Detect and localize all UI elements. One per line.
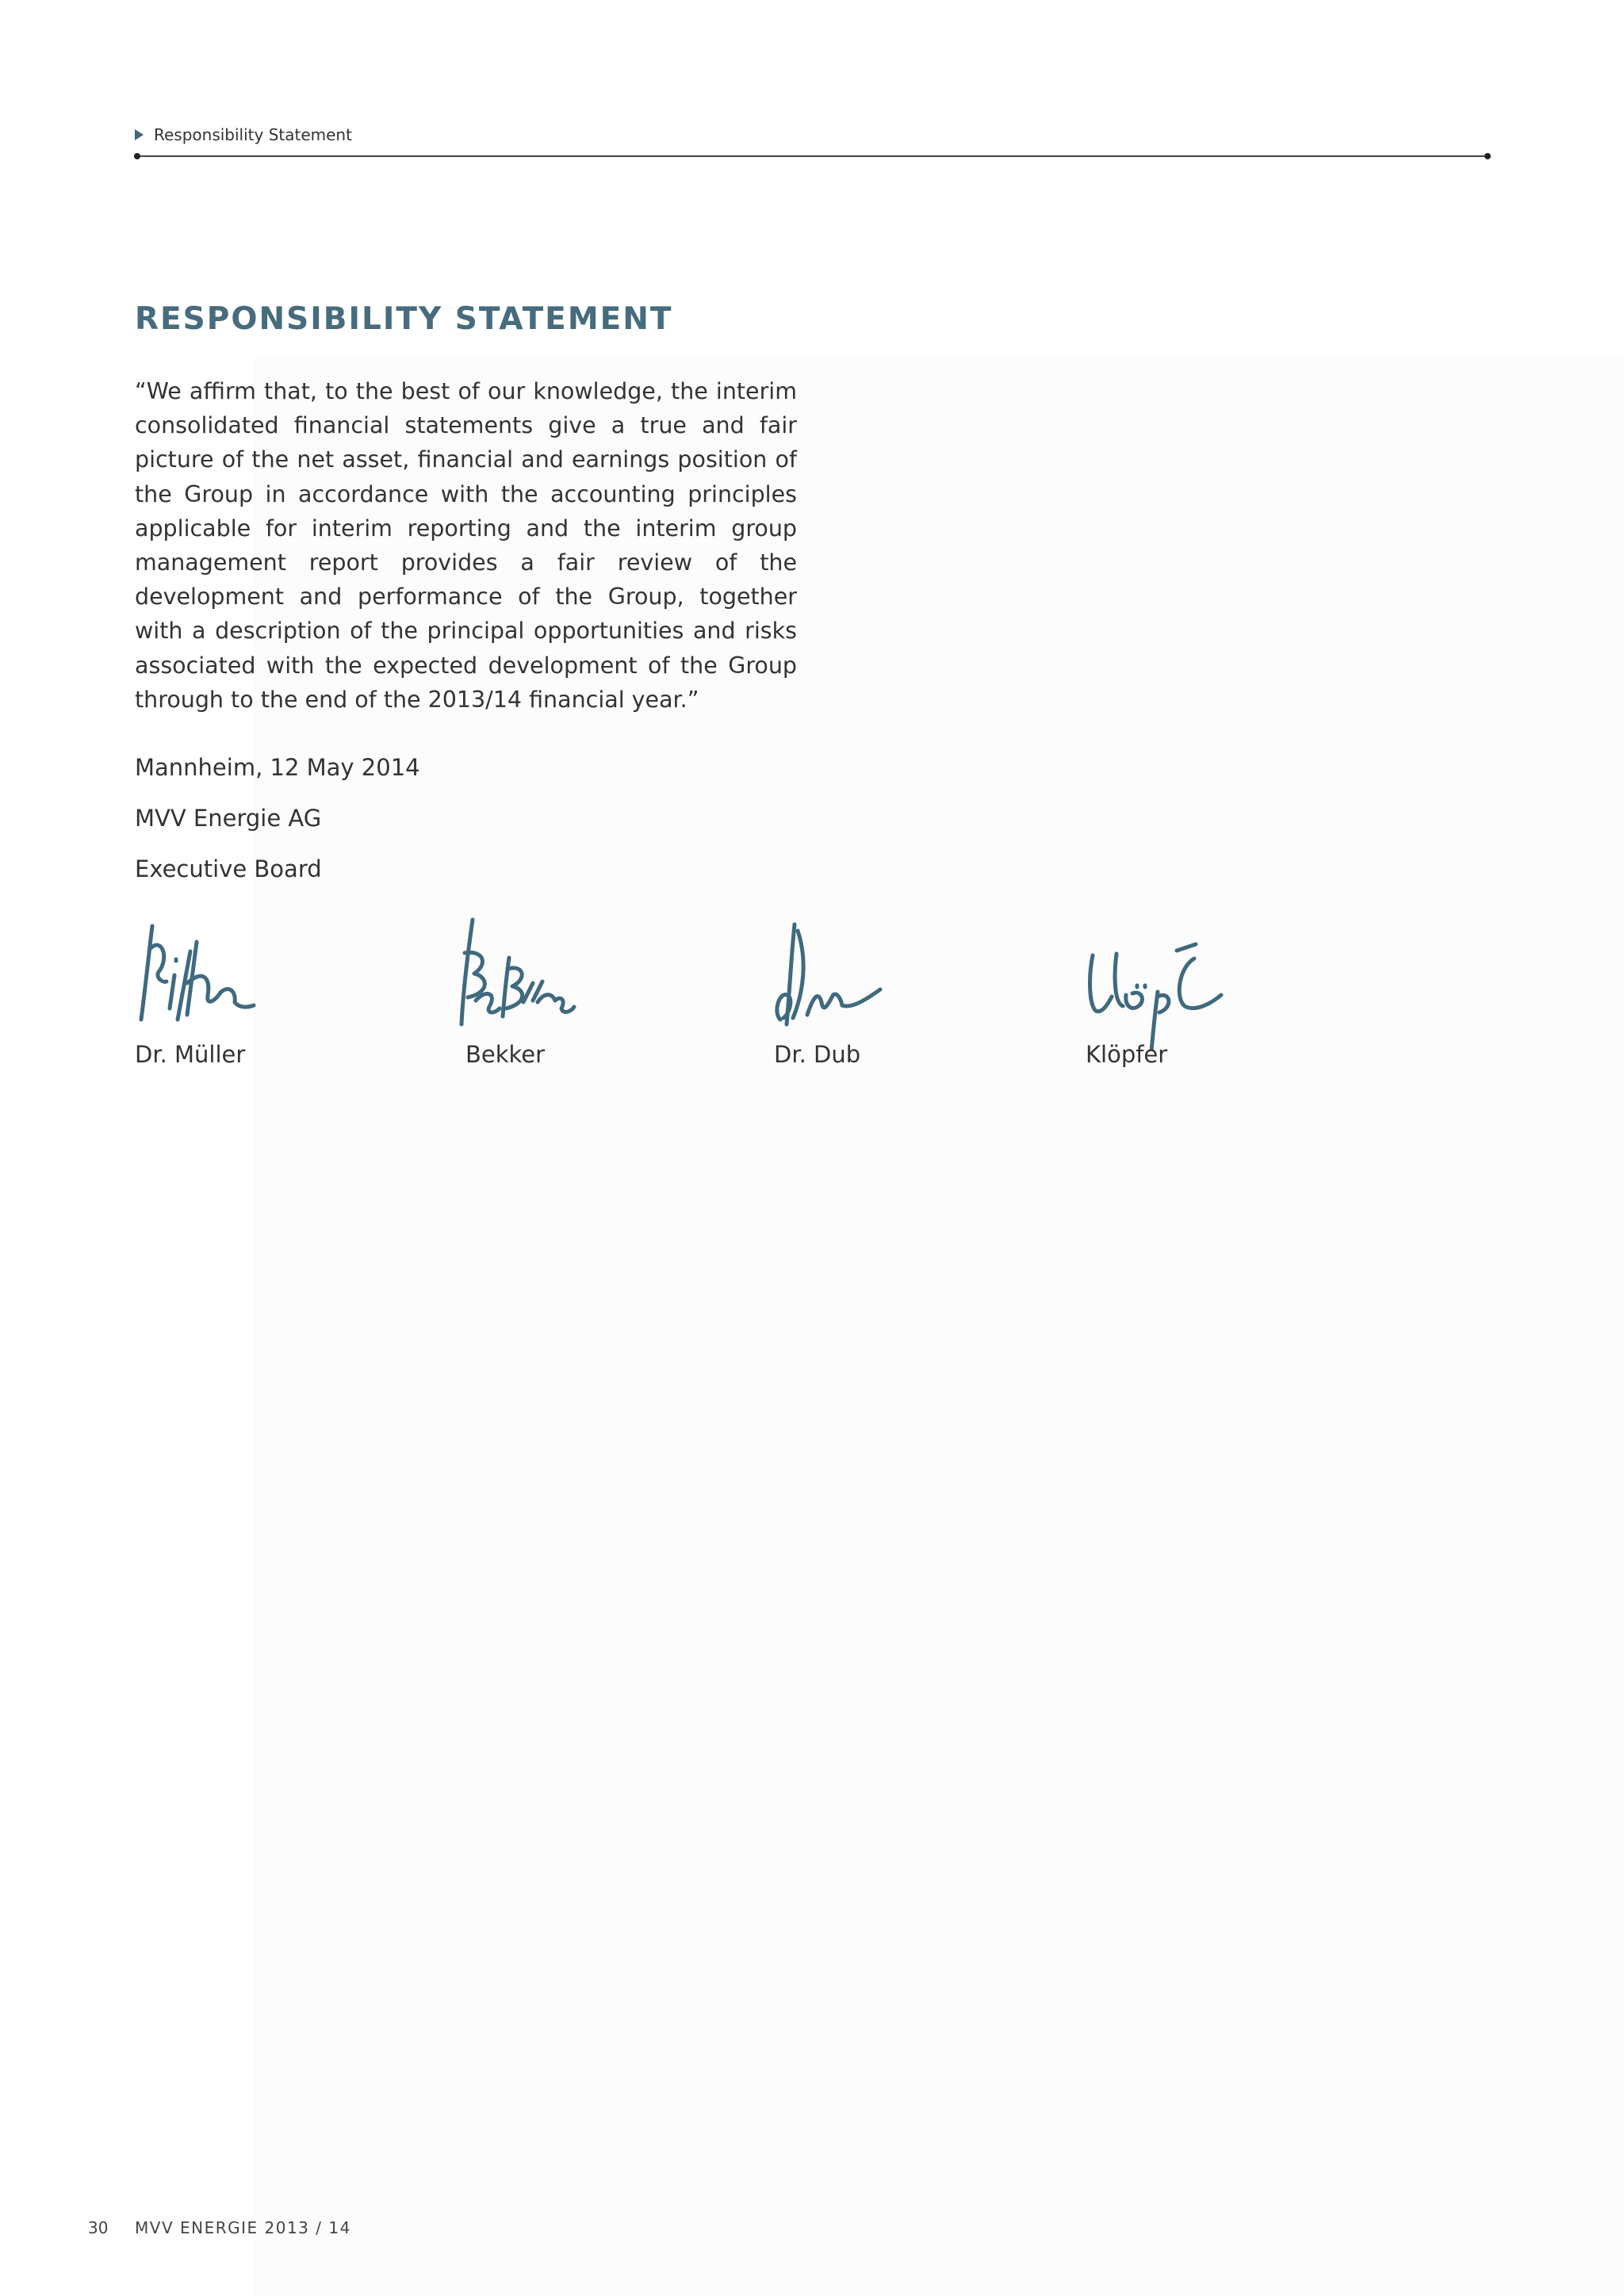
signatory-name: Dr. Dub <box>774 1041 861 1068</box>
signature-dub <box>769 920 888 1031</box>
place-date: Mannheim, 12 May 2014 <box>135 754 420 781</box>
running-header <box>135 124 352 146</box>
section-label: Responsibility Statement <box>154 125 352 144</box>
signatory-name: Klöpfer <box>1086 1041 1168 1068</box>
page-title: RESPONSIBILITY STATEMENT <box>135 301 673 337</box>
executive-board-label: Executive Board <box>135 855 322 882</box>
divider-dot-right <box>1484 153 1491 159</box>
play-arrow-icon <box>135 129 144 140</box>
signatory-name: Bekker <box>465 1041 546 1068</box>
divider-dot-left <box>134 153 140 159</box>
footer-publication: MVV ENERGIE 2013 / 14 <box>135 2218 351 2237</box>
signature-bekker <box>444 913 579 1032</box>
header-divider <box>136 155 1488 157</box>
signature-kloepfer <box>1085 939 1243 1050</box>
page-number: 30 <box>88 2218 109 2237</box>
company-name: MVV Energie AG <box>135 805 322 832</box>
statement-text: “We affirm that, to the best of our knowledge, the interim consolidated financial statements give a true and fair picture of the net asset, financial and earnings position of the Group in accordance with the accounting principles applicable for interim reporting and the interim group management report provides a fair review of the development and performance of the Group, together with a description of the principal opportunities and risks associated with the expected development of the Group through to the end of the 2013/14 financial year.” <box>135 378 797 713</box>
signature-mueller <box>135 920 262 1031</box>
signatory-name: Dr. Müller <box>135 1041 246 1068</box>
